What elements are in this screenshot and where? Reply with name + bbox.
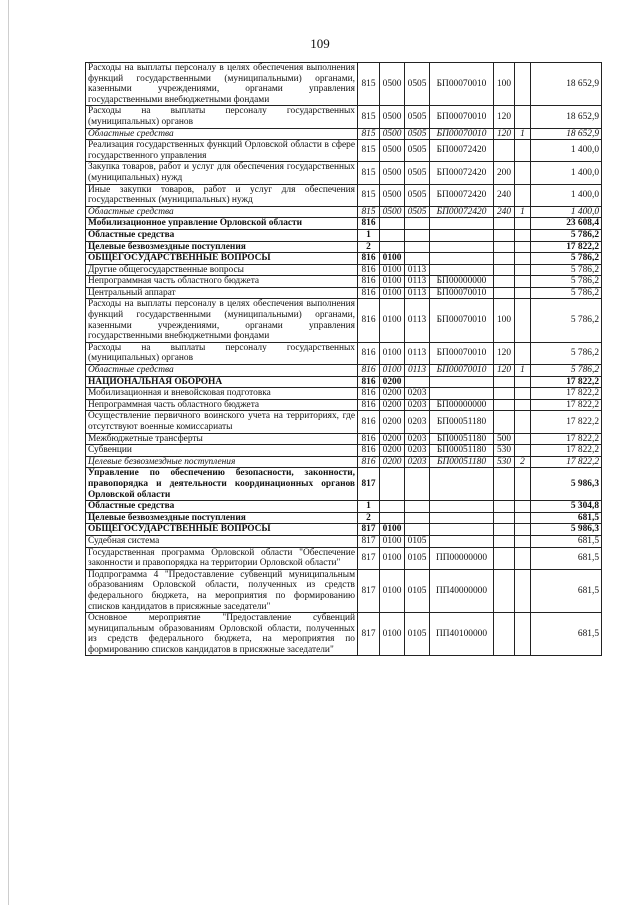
row-name: Межбюджетные трансферты (86, 433, 358, 445)
row-target-code: БП00051180 (430, 411, 494, 433)
table-row (86, 433, 602, 445)
row-section-code: 0200 (380, 433, 405, 445)
row-section-code (380, 241, 405, 253)
row-subsection-code: 0505 (405, 184, 430, 206)
row-source-code (515, 299, 531, 342)
row-expense-type (494, 287, 515, 299)
row-amount: 5 786,2 (531, 229, 602, 241)
row-name: Судебная система (86, 535, 358, 547)
row-target-code: ПП00000000 (430, 547, 494, 569)
row-admin-code: 817 (358, 524, 380, 536)
row-section-code: 0500 (380, 184, 405, 206)
row-subsection-code (405, 253, 430, 265)
row-section-code: 0100 (380, 264, 405, 276)
table-row (86, 342, 602, 364)
row-target-code (430, 468, 494, 501)
row-name: Расходы на выплаты персоналу в целях обеспечения выполнения функций государственными (муниципальными) органами, казенными учреждениями, органами управления государственными внебюджетными фондами (86, 63, 358, 106)
row-amount: 17 822,2 (531, 456, 602, 468)
row-source-code (515, 106, 531, 128)
row-name: ОБЩЕГОСУДАРСТВЕННЫЕ ВОПРОСЫ (86, 524, 358, 536)
row-expense-type (494, 613, 515, 656)
row-name: Областные средства (86, 365, 358, 377)
row-target-code: БП00000000 (430, 276, 494, 288)
row-target-code: БП00051180 (430, 445, 494, 457)
row-subsection-code: 0113 (405, 264, 430, 276)
row-expense-type: 120 (494, 106, 515, 128)
table-row (86, 535, 602, 547)
row-subsection-code: 0113 (405, 342, 430, 364)
row-section-code: 0100 (380, 535, 405, 547)
row-subsection-code: 0203 (405, 433, 430, 445)
row-expense-type (494, 524, 515, 536)
row-subsection-code: 0505 (405, 128, 430, 140)
row-expense-type (494, 241, 515, 253)
row-admin-code: 817 (358, 569, 380, 612)
row-expense-type (494, 253, 515, 265)
row-amount: 5 786,2 (531, 287, 602, 299)
row-subsection-code: 0203 (405, 388, 430, 400)
row-section-code: 0100 (380, 287, 405, 299)
row-admin-code: 816 (358, 287, 380, 299)
table-row (86, 365, 602, 377)
row-name: Подпрограмма 4 "Предоставление субвенций муниципальным образованиям Орловской области, полученных из средств федерального бюджета, на мероприятия по формированию списков кандидатов в присяжные заседатели" (86, 569, 358, 612)
row-expense-type (494, 218, 515, 230)
row-expense-type (494, 501, 515, 513)
row-name: Целевые безвозмездные поступления (86, 241, 358, 253)
row-subsection-code: 0105 (405, 613, 430, 656)
row-name: НАЦИОНАЛЬНАЯ ОБОРОНА (86, 376, 358, 388)
row-expense-type: 530 (494, 456, 515, 468)
row-expense-type (494, 264, 515, 276)
row-source-code (515, 276, 531, 288)
row-target-code (430, 253, 494, 265)
row-target-code: БП00051180 (430, 456, 494, 468)
row-section-code (380, 229, 405, 241)
row-amount: 681,5 (531, 569, 602, 612)
row-target-code: ПП40100000 (430, 613, 494, 656)
row-subsection-code: 0113 (405, 276, 430, 288)
row-name: Непрограммная часть областного бюджета (86, 399, 358, 411)
row-source-code (515, 241, 531, 253)
row-expense-type (494, 569, 515, 612)
row-admin-code: 816 (358, 399, 380, 411)
row-expense-type (494, 276, 515, 288)
row-amount: 5 786,2 (531, 253, 602, 265)
row-expense-type: 120 (494, 342, 515, 364)
row-amount: 5 786,2 (531, 342, 602, 364)
row-amount: 23 608,4 (531, 218, 602, 230)
row-target-code: БП00070010 (430, 106, 494, 128)
row-target-code: БП00072420 (430, 140, 494, 162)
row-admin-code: 815 (358, 106, 380, 128)
row-subsection-code: 0505 (405, 106, 430, 128)
row-amount: 17 822,2 (531, 241, 602, 253)
table-row (86, 399, 602, 411)
row-amount: 1 400,0 (531, 140, 602, 162)
row-amount: 1 400,0 (531, 162, 602, 184)
table-row (86, 162, 602, 184)
table-row (86, 140, 602, 162)
row-admin-code: 1 (358, 501, 380, 513)
row-expense-type (494, 376, 515, 388)
row-amount: 681,5 (531, 512, 602, 524)
row-target-code: БП00072420 (430, 162, 494, 184)
table-row (86, 229, 602, 241)
row-expense-type (494, 535, 515, 547)
row-subsection-code (405, 229, 430, 241)
row-target-code: БП00070010 (430, 299, 494, 342)
table-row (86, 128, 602, 140)
row-section-code: 0500 (380, 128, 405, 140)
row-section-code: 0500 (380, 63, 405, 106)
row-subsection-code: 0203 (405, 445, 430, 457)
row-admin-code: 816 (358, 342, 380, 364)
row-section-code: 0200 (380, 376, 405, 388)
row-section-code: 0100 (380, 365, 405, 377)
row-amount: 681,5 (531, 535, 602, 547)
row-target-code: БП00072420 (430, 206, 494, 218)
table-row (86, 218, 602, 230)
table-row (86, 445, 602, 457)
table-row (86, 299, 602, 342)
row-section-code: 0100 (380, 569, 405, 612)
row-amount: 681,5 (531, 613, 602, 656)
row-admin-code: 816 (358, 253, 380, 265)
row-section-code: 0100 (380, 253, 405, 265)
row-expense-type (494, 388, 515, 400)
row-target-code (430, 218, 494, 230)
row-section-code: 0100 (380, 547, 405, 569)
row-admin-code: 1 (358, 229, 380, 241)
row-section-code: 0200 (380, 445, 405, 457)
row-subsection-code: 0113 (405, 365, 430, 377)
row-expense-type (494, 512, 515, 524)
row-target-code (430, 241, 494, 253)
row-subsection-code (405, 468, 430, 501)
row-admin-code: 816 (358, 276, 380, 288)
row-name: Непрограммная часть областного бюджета (86, 276, 358, 288)
row-subsection-code: 0505 (405, 140, 430, 162)
row-source-code (515, 433, 531, 445)
row-name: Областные средства (86, 501, 358, 513)
row-source-code (515, 501, 531, 513)
table-row (86, 287, 602, 299)
row-subsection-code: 0203 (405, 399, 430, 411)
row-expense-type: 240 (494, 184, 515, 206)
row-amount: 17 822,2 (531, 411, 602, 433)
row-subsection-code (405, 218, 430, 230)
table-row (86, 512, 602, 524)
row-admin-code: 816 (358, 264, 380, 276)
table-row (86, 524, 602, 536)
row-admin-code: 815 (358, 140, 380, 162)
row-target-code: БП00072420 (430, 184, 494, 206)
row-admin-code: 816 (358, 411, 380, 433)
row-section-code: 0500 (380, 140, 405, 162)
row-name: Центральный аппарат (86, 287, 358, 299)
table-row (86, 184, 602, 206)
row-amount: 5 986,3 (531, 524, 602, 536)
row-name: Осуществление первичного воинского учета на территориях, где отсутствуют военные комиссариаты (86, 411, 358, 433)
row-admin-code: 815 (358, 184, 380, 206)
row-section-code: 0200 (380, 456, 405, 468)
row-section-code: 0100 (380, 613, 405, 656)
row-target-code: БП00000000 (430, 399, 494, 411)
row-section-code (380, 468, 405, 501)
row-expense-type: 240 (494, 206, 515, 218)
row-subsection-code (405, 501, 430, 513)
row-amount: 17 822,2 (531, 388, 602, 400)
row-name: Мобилизационная и вневойсковая подготовка (86, 388, 358, 400)
row-admin-code: 2 (358, 512, 380, 524)
row-expense-type (494, 468, 515, 501)
row-expense-type: 200 (494, 162, 515, 184)
row-section-code: 0100 (380, 299, 405, 342)
table-row (86, 264, 602, 276)
row-name: ОБЩЕГОСУДАРСТВЕННЫЕ ВОПРОСЫ (86, 253, 358, 265)
row-name: Целевые безвозмездные поступления (86, 456, 358, 468)
row-source-code (515, 253, 531, 265)
row-name: Областные средства (86, 229, 358, 241)
row-admin-code: 816 (358, 456, 380, 468)
row-expense-type: 100 (494, 63, 515, 106)
row-source-code (515, 229, 531, 241)
row-subsection-code: 0105 (405, 569, 430, 612)
row-expense-type (494, 399, 515, 411)
row-source-code: 2 (515, 456, 531, 468)
row-expense-type: 530 (494, 445, 515, 457)
row-subsection-code: 0105 (405, 535, 430, 547)
row-admin-code: 815 (358, 128, 380, 140)
row-expense-type (494, 229, 515, 241)
row-admin-code: 815 (358, 162, 380, 184)
row-amount: 1 400,0 (531, 206, 602, 218)
row-subsection-code: 0505 (405, 63, 430, 106)
row-admin-code: 817 (358, 468, 380, 501)
row-source-code (515, 468, 531, 501)
row-source-code (515, 162, 531, 184)
row-section-code: 0500 (380, 162, 405, 184)
row-source-code (515, 388, 531, 400)
row-target-code: БП00070010 (430, 287, 494, 299)
row-section-code: 0100 (380, 276, 405, 288)
row-amount: 5 786,2 (531, 264, 602, 276)
row-amount: 5 304,8 (531, 501, 602, 513)
row-source-code (515, 547, 531, 569)
row-source-code: 1 (515, 365, 531, 377)
page-number: 109 (310, 36, 330, 51)
row-name: Закупка товаров, работ и услуг для обеспечения государственных (муниципальных) нужд (86, 162, 358, 184)
row-admin-code: 816 (358, 388, 380, 400)
row-amount: 5 986,3 (531, 468, 602, 501)
table-row (86, 106, 602, 128)
row-name: Реализация государственных функций Орловской области в сфере государственного управления (86, 140, 358, 162)
table-row (86, 206, 602, 218)
table-row (86, 569, 602, 612)
row-target-code (430, 524, 494, 536)
row-name: Управление по обеспечению безопасности, законности, правопорядка и деятельности координационных органов Орловской области (86, 468, 358, 501)
row-admin-code: 816 (358, 218, 380, 230)
row-admin-code: 817 (358, 547, 380, 569)
row-amount: 5 786,2 (531, 299, 602, 342)
row-amount: 17 822,2 (531, 433, 602, 445)
row-section-code: 0500 (380, 206, 405, 218)
row-name: Целевые безвозмездные поступления (86, 512, 358, 524)
row-expense-type: 120 (494, 128, 515, 140)
row-source-code: 1 (515, 128, 531, 140)
row-expense-type: 120 (494, 365, 515, 377)
row-subsection-code: 0105 (405, 547, 430, 569)
row-amount: 17 822,2 (531, 445, 602, 457)
row-admin-code: 816 (358, 433, 380, 445)
table-row (86, 276, 602, 288)
row-subsection-code (405, 376, 430, 388)
row-amount: 5 786,2 (531, 365, 602, 377)
table-row (86, 456, 602, 468)
row-section-code: 0500 (380, 106, 405, 128)
row-name: Расходы на выплаты персоналу государственных (муниципальных) органов (86, 342, 358, 364)
row-subsection-code: 0203 (405, 456, 430, 468)
row-source-code (515, 524, 531, 536)
row-source-code (515, 569, 531, 612)
table-row (86, 613, 602, 656)
row-section-code: 0100 (380, 342, 405, 364)
row-admin-code: 815 (358, 206, 380, 218)
row-name: Расходы на выплаты персоналу в целях обеспечения выполнения функций государственными (муниципальными) органами, казенными учреждениями, органами управления государственными внебюджетными фондами (86, 299, 358, 342)
table-row (86, 376, 602, 388)
row-source-code (515, 411, 531, 433)
row-expense-type (494, 547, 515, 569)
row-section-code (380, 501, 405, 513)
budget-table (85, 62, 602, 656)
row-expense-type: 100 (494, 299, 515, 342)
row-expense-type: 500 (494, 433, 515, 445)
table-row (86, 501, 602, 513)
row-subsection-code: 0203 (405, 411, 430, 433)
row-target-code (430, 535, 494, 547)
row-name: Иные закупки товаров, работ и услуг для обеспечения государственных (муниципальных) нужд (86, 184, 358, 206)
table-row (86, 388, 602, 400)
row-source-code (515, 218, 531, 230)
row-source-code (515, 376, 531, 388)
row-amount: 1 400,0 (531, 184, 602, 206)
row-admin-code: 817 (358, 613, 380, 656)
row-source-code (515, 140, 531, 162)
row-name: Расходы на выплаты персоналу государственных (муниципальных) органов (86, 106, 358, 128)
table-row (86, 547, 602, 569)
row-section-code: 0200 (380, 399, 405, 411)
row-amount: 17 822,2 (531, 376, 602, 388)
row-amount: 18 652,9 (531, 128, 602, 140)
row-admin-code: 2 (358, 241, 380, 253)
row-target-code (430, 376, 494, 388)
row-expense-type (494, 140, 515, 162)
row-source-code (515, 184, 531, 206)
row-name: Областные средства (86, 206, 358, 218)
row-target-code: БП00070010 (430, 342, 494, 364)
row-section-code: 0100 (380, 524, 405, 536)
row-name: Областные средства (86, 128, 358, 140)
row-section-code: 0200 (380, 388, 405, 400)
row-amount: 5 786,2 (531, 276, 602, 288)
row-source-code (515, 399, 531, 411)
row-source-code (515, 445, 531, 457)
row-target-code: БП00070010 (430, 63, 494, 106)
row-source-code (515, 342, 531, 364)
budget-table-body (86, 63, 602, 656)
table-row (86, 253, 602, 265)
row-amount: 18 652,9 (531, 106, 602, 128)
row-target-code (430, 501, 494, 513)
row-target-code (430, 229, 494, 241)
row-subsection-code (405, 512, 430, 524)
row-source-code: 1 (515, 206, 531, 218)
table-row (86, 411, 602, 433)
row-target-code (430, 512, 494, 524)
row-source-code (515, 613, 531, 656)
row-amount: 681,5 (531, 547, 602, 569)
row-subsection-code (405, 241, 430, 253)
row-source-code (515, 535, 531, 547)
row-subsection-code: 0505 (405, 206, 430, 218)
row-target-code: БП00070010 (430, 365, 494, 377)
row-section-code (380, 218, 405, 230)
row-target-code: ПП40000000 (430, 569, 494, 612)
row-name: Основное мероприятие "Предоставление субвенций муниципальным образованиям Орловской области, полученных из средств федерального бюджета, на мероприятия по формированию списков кандидатов в присяжные заседатели" (86, 613, 358, 656)
row-name: Государственная программа Орловской области "Обеспечение законности и правопорядка на территории Орловской области" (86, 547, 358, 569)
row-admin-code: 816 (358, 376, 380, 388)
row-name: Субвенции (86, 445, 358, 457)
row-source-code (515, 63, 531, 106)
scan-edge (8, 0, 9, 905)
row-target-code (430, 264, 494, 276)
row-name: Другие общегосударственные вопросы (86, 264, 358, 276)
row-subsection-code: 0113 (405, 299, 430, 342)
row-section-code: 0200 (380, 411, 405, 433)
row-admin-code: 816 (358, 445, 380, 457)
row-admin-code: 815 (358, 63, 380, 106)
row-source-code (515, 264, 531, 276)
row-amount: 17 822,2 (531, 399, 602, 411)
row-admin-code: 816 (358, 299, 380, 342)
table-row (86, 63, 602, 106)
table-row (86, 468, 602, 501)
row-admin-code: 817 (358, 535, 380, 547)
row-target-code: БП00051180 (430, 433, 494, 445)
row-target-code: БП00070010 (430, 128, 494, 140)
row-source-code (515, 512, 531, 524)
table-row (86, 241, 602, 253)
row-source-code (515, 287, 531, 299)
row-expense-type (494, 411, 515, 433)
row-amount: 18 652,9 (531, 63, 602, 106)
row-subsection-code: 0113 (405, 287, 430, 299)
row-section-code (380, 512, 405, 524)
row-admin-code: 816 (358, 365, 380, 377)
row-target-code (430, 388, 494, 400)
row-subsection-code (405, 524, 430, 536)
row-name: Мобилизационное управление Орловской области (86, 218, 358, 230)
row-subsection-code: 0505 (405, 162, 430, 184)
